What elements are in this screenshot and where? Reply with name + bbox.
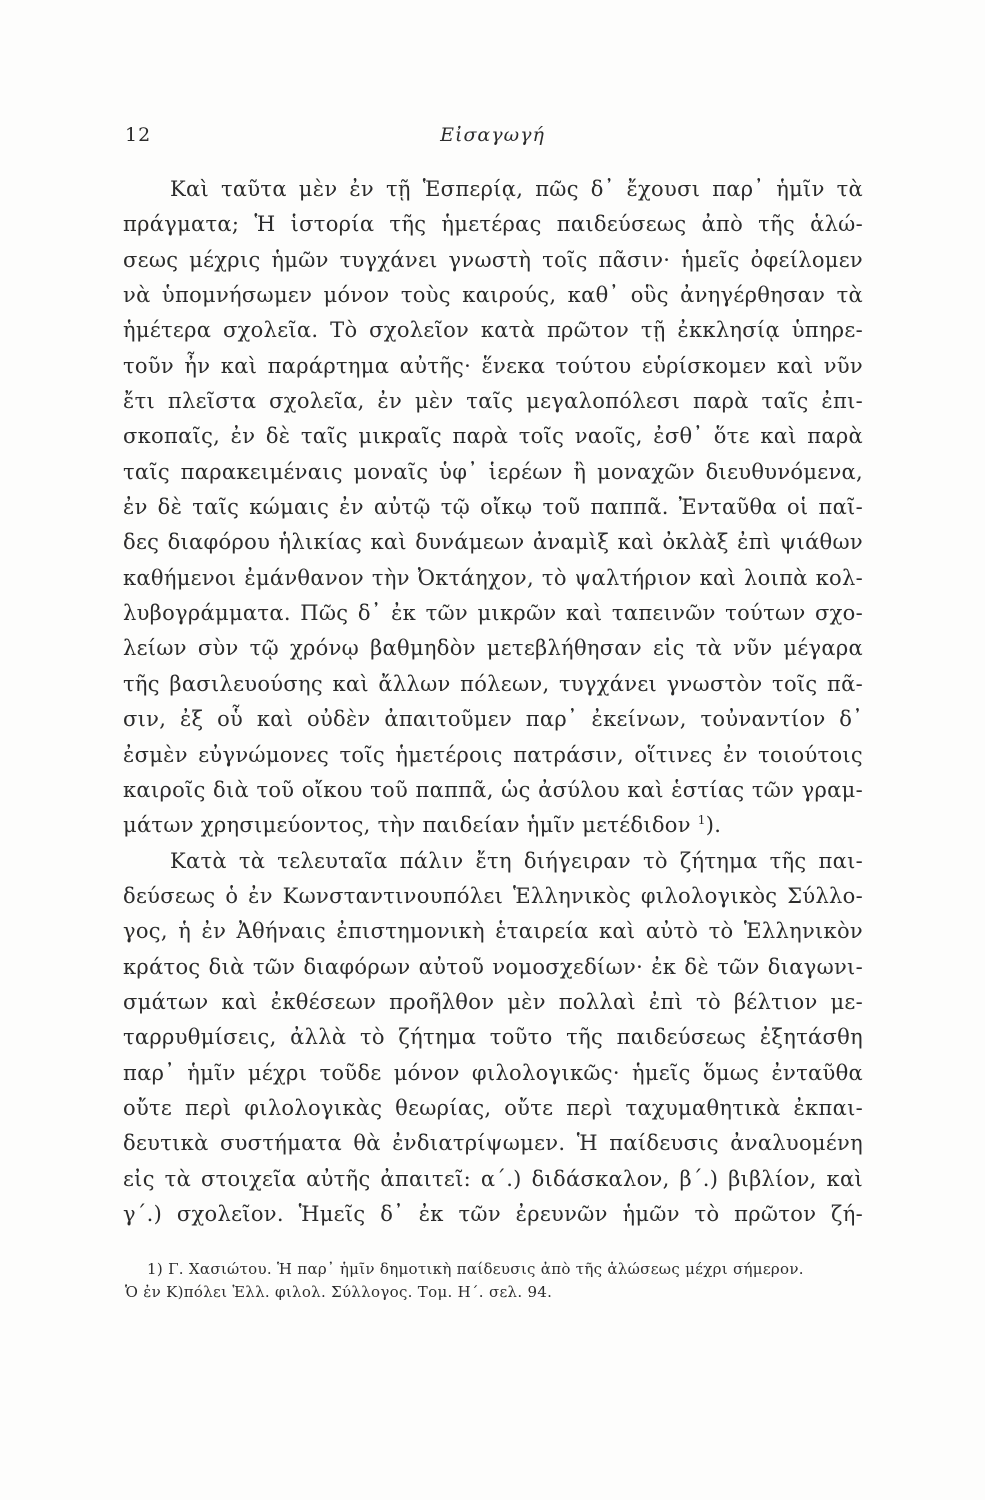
footnote-line: 1) Γ. Χασιώτου. Ἡ παρ᾽ ἡμῖν δημοτικὴ παίδευσις ἀπὸ τῆς ἁλώσεως μέχρι σήμερον. — [147, 1260, 804, 1278]
text-line: δες διαφόρου ἡλικίας καὶ δυνάμεων ἀναμὶξ καὶ ὀκλὰξ ἐπὶ ψιάθων — [123, 530, 863, 555]
page-number: 12 — [125, 124, 152, 146]
text-line: λείων σὺν τῷ χρόνῳ βαθμηδὸν μετεβλήθησαν εἰς τὰ νῦν μέγαρα — [123, 636, 863, 661]
text-line: καθήμενοι ἐμάνθανον τὴν Ὀκτάηχον, τὸ ψαλτήριον καὶ λοιπὰ κολ- — [123, 565, 863, 590]
text-line: ἡμέτερα σχολεῖα. Τὸ σχολεῖον κατὰ πρῶτον τῇ ἐκκλησίᾳ ὑπηρε- — [123, 318, 863, 343]
text-line: πράγματα; Ἡ ἱστορία τῆς ἡμετέρας παιδεύσεως ἀπὸ τῆς ἁλώ- — [123, 212, 863, 237]
body-text — [123, 172, 863, 1232]
running-head: Εἰσαγωγή — [440, 124, 545, 146]
text-line: σμάτων καὶ ἐκθέσεων προῆλθον μὲν πολλαὶ ἐπὶ τὸ βέλτιον με- — [123, 989, 863, 1014]
text-line: σιν, ἐξ οὗ καὶ οὐδὲν ἀπαιτοῦμεν παρ᾽ ἐκείνων, τοὐναντίον δ᾽ — [123, 707, 863, 732]
footnote-line: Ὁ ἐν Κ)πόλει Ἑλλ. φιλολ. Σύλλογος. Τομ. Η΄. σελ. 94. — [125, 1283, 553, 1301]
text-line: σεως μέχρις ἡμῶν τυγχάνει γνωστὴ τοῖς πᾶσιν· ἡμεῖς ὀφείλομεν — [123, 247, 863, 272]
text-line: ἐσμὲν εὐγνώμονες τοῖς ἡμετέροις πατράσιν, οἵτινες ἐν τοιούτοις — [123, 742, 863, 767]
text-line: τοῦν ἦν καὶ παράρτημα αὐτῆς· ἕνεκα τούτου εὑρίσκομεν καὶ νῦν — [123, 353, 863, 378]
footnotes — [125, 1258, 860, 1304]
text-line: σκοπαῖς, ἐν δὲ ταῖς μικραῖς παρὰ τοῖς ναοῖς, ἐσθ᾽ ὅτε καὶ παρὰ — [123, 424, 863, 449]
footnote-ref-close: ). — [705, 813, 722, 838]
footnote-marker: 1 — [697, 813, 706, 828]
text-line: Καὶ ταῦτα μὲν ἐν τῇ Ἑσπερίᾳ, πῶς δ᾽ ἔχουσι παρ᾽ ἡμῖν τὰ — [170, 177, 863, 201]
text-line: λυβογράμματα. Πῶς δ᾽ ἐκ τῶν μικρῶν καὶ ταπεινῶν τούτων σχο- — [123, 601, 863, 626]
text-line: κράτος διὰ τῶν διαφόρων αὐτοῦ νομοσχεδίων· ἐκ δὲ τῶν διαγωνι- — [123, 954, 863, 979]
text-line: τῆς βασιλευούσης καὶ ἄλλων πόλεων, τυγχάνει γνωστὸν τοῖς πᾶ- — [123, 671, 863, 696]
text-line: ταῖς παρακειμέναις μοναῖς ὑφ᾽ ἱερέων ἢ μοναχῶν διευθυνόμενα, — [123, 459, 863, 484]
text-line: δεύσεως ὁ ἐν Κωνσταντινουπόλει Ἑλληνικὸς φιλολογικὸς Σύλλο- — [123, 883, 863, 908]
text-line-content: μάτων χρησιμεύοντος, τὴν παιδείαν ἡμῖν μετέδιδον — [123, 813, 691, 838]
text-line: ἐν δὲ ταῖς κώμαις ἐν αὐτῷ τῷ οἴκῳ τοῦ παππᾶ. Ἐνταῦθα οἱ παῖ- — [123, 495, 863, 520]
text-line: γος, ἡ ἐν Ἀθήναις ἐπιστημονικὴ ἑταιρεία καὶ αὐτὸ τὸ Ἑλληνικὸν — [123, 919, 863, 944]
text-line-with-footnote — [123, 808, 863, 843]
text-line: Κατὰ τὰ τελευταῖα πάλιν ἔτη διήγειραν τὸ ζήτημα τῆς παι- — [170, 848, 863, 873]
text-line: οὔτε περὶ φιλολογικὰς θεωρίας, οὔτε περὶ ταχυμαθητικὰ ἐκπαι- — [123, 1095, 863, 1120]
text-line: εἰς τὰ στοιχεῖα αὐτῆς ἀπαιτεῖ: α΄.) διδάσκαλον, β΄.) βιβλίον, καὶ — [123, 1166, 863, 1191]
text-line: καιροῖς διὰ τοῦ οἴκου τοῦ παππᾶ, ὡς ἀσύλου καὶ ἑστίας τῶν γραμ- — [123, 777, 863, 802]
page-header — [125, 124, 860, 154]
text-line: νὰ ὑπομνήσωμεν μόνον τοὺς καιρούς, καθ᾽ οὓς ἀνηγέρθησαν τὰ — [123, 283, 863, 308]
text-line: παρ᾽ ἡμῖν μέχρι τοῦδε μόνον φιλολογικῶς· ἡμεῖς ὅμως ἐνταῦθα — [123, 1060, 863, 1085]
text-line: γ΄.) σχολεῖον. Ἡμεῖς δ᾽ ἐκ τῶν ἐρευνῶν ἡμῶν τὸ πρῶτον ζή- — [123, 1201, 863, 1226]
text-line: ἔτι πλεῖστα σχολεῖα, ἐν μὲν ταῖς μεγαλοπόλεσι παρὰ ταῖς ἐπι- — [123, 389, 863, 414]
text-line: δευτικὰ συστήματα θὰ ἐνδιατρίψωμεν. Ἡ παίδευσις ἀναλυομένη — [123, 1131, 863, 1156]
text-line: ταρρυθμίσεις, ἀλλὰ τὸ ζήτημα τοῦτο τῆς παιδεύσεως ἐξητάσθη — [123, 1025, 863, 1050]
